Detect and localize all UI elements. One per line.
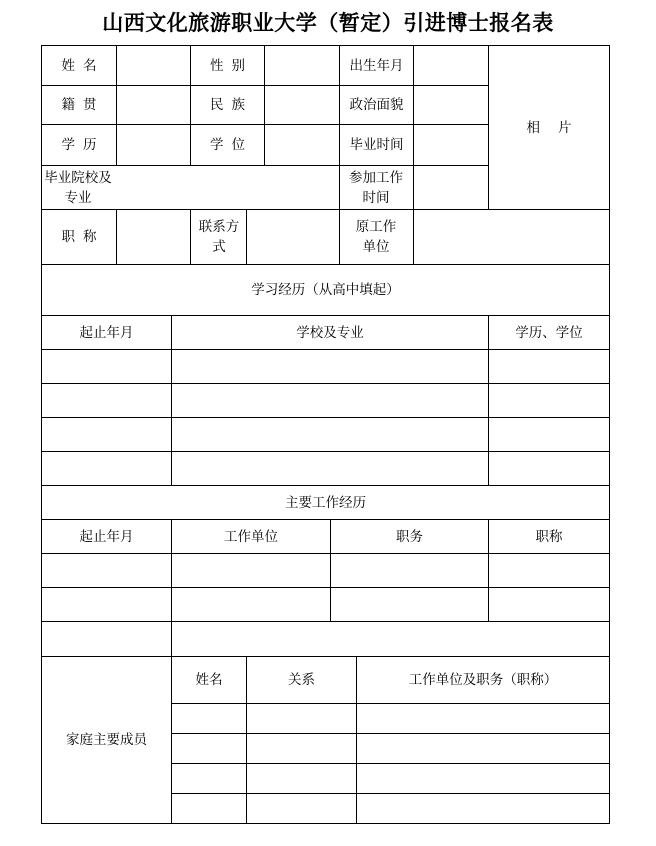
education-field[interactable] [117, 125, 190, 165]
family-row[interactable] [172, 764, 609, 793]
degree-field[interactable] [265, 125, 339, 165]
former-unit-field[interactable] [414, 210, 609, 264]
work-row[interactable] [42, 554, 609, 587]
family-section-label: 家庭主要成员 [66, 732, 147, 748]
work-start-time-label: 参加工作时间 [349, 169, 403, 206]
school-major-label: 毕业院校及专业 [44, 169, 112, 206]
family-col-relation: 关系 [288, 672, 315, 688]
professional-title-label: 职称 [61, 229, 105, 245]
work-start-time-field[interactable] [414, 166, 488, 209]
degree-label: 学位 [210, 137, 253, 153]
family-row[interactable] [172, 734, 609, 763]
family-row[interactable] [172, 704, 609, 733]
family-col-unit-position: 工作单位及职务（职称） [408, 672, 558, 688]
birth-date-field[interactable] [414, 46, 488, 85]
education-label: 学历 [61, 137, 105, 153]
name-label: 姓名 [61, 57, 105, 74]
work-col-unit: 工作单位 [224, 528, 278, 545]
table-border-bottom [41, 823, 610, 824]
study-row[interactable] [42, 418, 609, 451]
former-unit-label: 原工作单位 [355, 219, 397, 255]
contact-field[interactable] [247, 210, 339, 264]
political-status-field[interactable] [414, 86, 488, 124]
grid-line [190, 209, 191, 264]
work-col-title: 职称 [535, 528, 563, 545]
study-col-period: 起止年月 [79, 324, 134, 341]
ethnicity-field[interactable] [265, 86, 339, 124]
ethnicity-label: 民族 [210, 97, 253, 113]
study-row[interactable] [42, 384, 609, 417]
birth-date-label: 出生年月 [349, 57, 404, 74]
family-row[interactable] [172, 794, 609, 823]
table-border-right [609, 45, 610, 824]
professional-title-field[interactable] [117, 210, 190, 264]
study-col-degree: 学历、学位 [515, 324, 583, 341]
gender-field[interactable] [265, 46, 339, 85]
native-place-label: 籍贯 [61, 97, 105, 113]
political-status-label: 政治面貌 [349, 97, 404, 113]
native-place-field[interactable] [117, 86, 190, 124]
graduation-time-field[interactable] [414, 125, 488, 165]
study-section-title: 学习经历（从高中填起） [251, 282, 400, 298]
work-row[interactable] [42, 622, 609, 656]
form-title: 山西文化旅游职业大学（暂定）引进博士报名表 [102, 11, 554, 35]
work-col-position: 职务 [396, 528, 423, 545]
work-col-period: 起止年月 [79, 528, 134, 545]
family-col-name: 姓名 [195, 672, 223, 688]
work-row[interactable] [42, 588, 609, 621]
photo-label: 相片 [526, 119, 590, 136]
work-section-title: 主要工作经历 [285, 494, 366, 511]
study-row[interactable] [42, 350, 609, 383]
graduation-time-label: 毕业时间 [349, 137, 404, 153]
name-field[interactable] [117, 46, 190, 85]
gender-label: 性别 [210, 57, 253, 74]
study-col-school-major: 学校及专业 [296, 324, 364, 341]
school-major-field[interactable] [117, 166, 339, 209]
contact-label: 联系方式 [198, 219, 240, 255]
study-row[interactable] [42, 452, 609, 485]
